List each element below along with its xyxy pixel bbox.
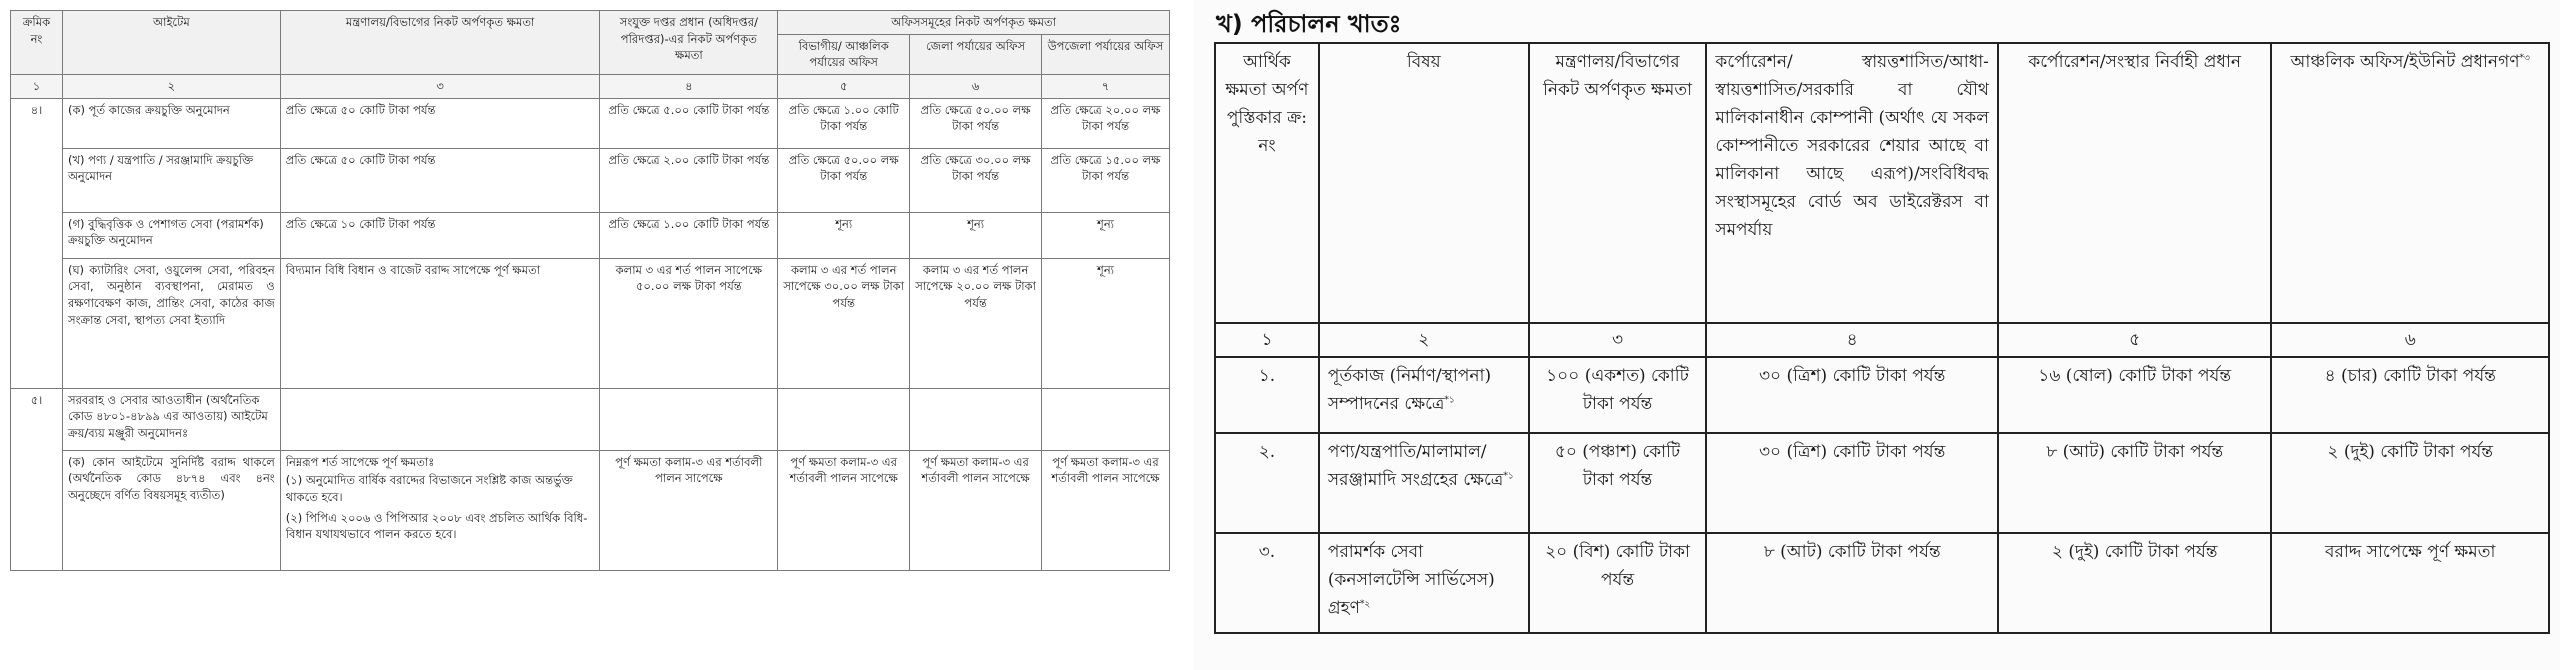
ministry-header: মন্ত্রণালয়/বিভাগের নিকট অর্পণকৃত ক্ষমতা bbox=[280, 11, 600, 75]
row-divisional: প্রতি ক্ষেত্রে ১.০০ কোটি টাকা পর্যন্ত bbox=[778, 98, 910, 148]
row-regional: বরাদ্দ সাপেক্ষে পূর্ণ ক্ষমতা bbox=[2271, 533, 2549, 633]
attached-office-header: সংযুক্ত দপ্তর প্রধান (অধিদপ্তর/পরিদপ্তর)-এর নিকট অর্পণকৃত ক্ষমতা bbox=[600, 11, 778, 75]
row-ministry: ১০০ (একশত) কোটি টাকা পর্যন্ত bbox=[1529, 357, 1707, 433]
row-divisional: প্রতি ক্ষেত্রে ৫০.০০ লক্ষ টাকা পর্যন্ত bbox=[778, 148, 910, 212]
row-ministry: ৫০ (পঞ্চাশ) কোটি টাকা পর্যন্ত bbox=[1529, 433, 1707, 533]
row-subject bbox=[1319, 533, 1529, 633]
row-attached: প্রতি ক্ষেত্রে ২.০০ কোটি টাকা পর্যন্ত bbox=[600, 148, 778, 212]
row-divisional: পূর্ণ ক্ষমতা কলাম-৩ এর শর্তাবলী পালন সাপেক্ষে bbox=[778, 450, 910, 570]
table-row bbox=[11, 148, 1170, 212]
right-document-panel bbox=[1194, 0, 2560, 670]
row-executive: ১৬ (ষোল) কোটি টাকা পর্যন্ত bbox=[1998, 357, 2272, 433]
row-board: ৮ (আট) কোটি টাকা পর্যন্ত bbox=[1706, 533, 1998, 633]
delegation-table-left bbox=[10, 10, 1170, 571]
row-executive: ২ (দুই) কোটি টাকা পর্যন্ত bbox=[1998, 533, 2272, 633]
row-upazila: প্রতি ক্ষেত্রে ১৫.০০ লক্ষ টাকা পর্যন্ত bbox=[1042, 148, 1170, 212]
row-attached: পূর্ণ ক্ষমতা কলাম-৩ এর শর্তাবলী পালন সাপেক্ষে bbox=[600, 450, 778, 570]
row-item: সরবরাহ ও সেবার আওতাধীন (অর্থনৈতিক কোড ৪৮০১-৪৮৯৯ এর আওতায়) আইটেম ক্রয়/ব্যয় মঞ্জুরী অনুমোদনঃ bbox=[62, 388, 280, 450]
ministry-conditions-intro: নিম্নরূপ শর্ত সাপেক্ষে পূর্ণ ক্ষমতাঃ bbox=[285, 454, 435, 469]
col-index: ১ bbox=[11, 75, 63, 99]
row-subject bbox=[1319, 357, 1529, 433]
row-board: ৩০ (ত্রিশ) কোটি টাকা পর্যন্ত bbox=[1706, 357, 1998, 433]
row-executive: ৮ (আট) কোটি টাকা পর্যন্ত bbox=[1998, 433, 2272, 533]
serial-header: ক্রমিক নং bbox=[11, 11, 63, 75]
row-ministry: প্রতি ক্ষেত্রে ৫০ কোটি টাকা পর্যন্ত bbox=[280, 148, 600, 212]
row-divisional: কলাম ৩ এর শর্ত পালন সাপেক্ষে ৩০.০০ লক্ষ টাকা পর্যন্ত bbox=[778, 258, 910, 388]
row-attached: প্রতি ক্ষেত্রে ৫.০০ কোটি টাকা পর্যন্ত bbox=[600, 98, 778, 148]
row-item: (খ) পণ্য / যন্ত্রপাতি / সরঞ্জামাদি ক্রয়চুক্তি অনুমোদন bbox=[62, 148, 280, 212]
col-index: ৫ bbox=[778, 75, 910, 99]
row-ministry bbox=[280, 450, 600, 570]
offices-group-header: অফিসসমূহের নিকট অর্পণকৃত ক্ষমতা bbox=[778, 11, 1170, 35]
row-divisional: শূন্য bbox=[778, 212, 910, 258]
row-district bbox=[910, 388, 1042, 450]
row-number: ২. bbox=[1215, 433, 1319, 533]
row-district: পূর্ণ ক্ষমতা কলাম-৩ এর শর্তাবলী পালন সাপেক্ষে bbox=[910, 450, 1042, 570]
footnote-marker: *১ bbox=[1503, 471, 1514, 482]
row-item: (গ) বুদ্ধিবৃত্তিক ও পেশাগত সেবা (পরামর্শক) ক্রয়চুক্তি অনুমোদন bbox=[62, 212, 280, 258]
board-header: কর্পোরেশন/ স্বায়ত্তশাসিত/আধা-স্বায়ত্তশাসিত/সরকারি বা যৌথ মালিকানাধীন কোম্পানী (অর্থাৎ যে সকল কোম্পানীতে সরকারের শেয়ার আছে বা মালিকানা আছে এরূপ)/সংবিধিবদ্ধ সংস্থাসমূহের বোর্ড অব ডাইরেক্টরস বা সমপর্যায় bbox=[1706, 43, 1998, 323]
row-subject bbox=[1319, 433, 1529, 533]
regional-header bbox=[2271, 43, 2549, 323]
row-upazila: প্রতি ক্ষেত্রে ২০.০০ লক্ষ টাকা পর্যন্ত bbox=[1042, 98, 1170, 148]
footnote-marker: *৩ bbox=[2519, 53, 2530, 64]
row-upazila: শূন্য bbox=[1042, 258, 1170, 388]
subject-text: পরামর্শক সেবা (কনসালটেন্সি সার্ভিসেস) গ্রহণ bbox=[1327, 542, 1495, 619]
row-serial: ৪। bbox=[11, 98, 63, 388]
table-row bbox=[11, 212, 1170, 258]
row-ministry: প্রতি ক্ষেত্রে ৫০ কোটি টাকা পর্যন্ত bbox=[280, 98, 600, 148]
row-district: প্রতি ক্ষেত্রে ৩০.০০ লক্ষ টাকা পর্যন্ত bbox=[910, 148, 1042, 212]
col-index: ৭ bbox=[1042, 75, 1170, 99]
row-item: (ঘ) ক্যাটারিং সেবা, ওয়ুলেন্স সেবা, পরিবহন সেবা, অনুষ্ঠান ব্যবস্থাপনা, মেরামত ও রক্ষণাবেক্ষণ কাজ, প্রান্তিং সেবা, কাঠের কাজ সংক্রান্ত সেবা, স্থাপত্য সেবা ইত্যাদি bbox=[62, 258, 280, 388]
table-row bbox=[11, 388, 1170, 450]
row-district: প্রতি ক্ষেত্রে ৫০.০০ লক্ষ টাকা পর্যন্ত bbox=[910, 98, 1042, 148]
condition-item: (১) অনুমোদিত বার্ষিক বরাদ্দের বিভাজনে সংশ্লিষ্ট কাজ অন্তর্ভুক্ত থাকতে হবে। bbox=[285, 473, 573, 505]
table-row bbox=[11, 98, 1170, 148]
divisional-header: বিভাগীয়/ আঞ্চলিক পর্যায়ের অফিস bbox=[778, 34, 910, 74]
col-index: ৪ bbox=[1706, 323, 1998, 357]
row-item: (ক) পূর্ত কাজের ক্রয়চুক্তি অনুমোদন bbox=[62, 98, 280, 148]
table-row bbox=[11, 258, 1170, 388]
col-index: ৩ bbox=[280, 75, 600, 99]
row-item: (ক) কোন আইটেমে সুনির্দিষ্ট বরাদ্দ থাকলে (অর্থনৈতিক কোড ৪৮৭৪ এবং ৪নং অনুচ্ছেদে বর্ণিত বিষয়সমূহ ব্যতীত) bbox=[62, 450, 280, 570]
row-ministry: বিদ্যমান বিধি বিধান ও বাজেট বরাদ্দ সাপেক্ষে পূর্ণ ক্ষমতা bbox=[280, 258, 600, 388]
subject-text: পণ্য/যন্ত্রপাতি/মালামাল/ সরঞ্জামাদি সংগ্রহের ক্ষেত্রে bbox=[1327, 442, 1504, 491]
row-ministry: প্রতি ক্ষেত্রে ১০ কোটি টাকা পর্যন্ত bbox=[280, 212, 600, 258]
operating-sector-table bbox=[1214, 42, 2550, 634]
row-board: ৩০ (ত্রিশ) কোটি টাকা পর্যন্ত bbox=[1706, 433, 1998, 533]
row-attached: প্রতি ক্ষেত্রে ১.০০ কোটি টাকা পর্যন্ত bbox=[600, 212, 778, 258]
ministry-header: মন্ত্রণালয়/বিভাগের নিকট অর্পণকৃত ক্ষমতা bbox=[1529, 43, 1707, 323]
row-upazila: শূন্য bbox=[1042, 212, 1170, 258]
table-row bbox=[1215, 433, 2549, 533]
section-title: খ) পরিচালন খাতঃ bbox=[1216, 10, 1402, 38]
col-index: ২ bbox=[62, 75, 280, 99]
footnote-marker: *২ bbox=[1359, 599, 1371, 610]
serial-header: আর্থিক ক্ষমতা অর্পণ পুস্তিকার ক্র: নং bbox=[1215, 43, 1319, 323]
executive-header: কর্পোরেশন/সংস্থার নির্বাহী প্রধান bbox=[1998, 43, 2272, 323]
regional-header-label: আঞ্চলিক অফিস/ইউনিট প্রধানগণ bbox=[2290, 52, 2520, 72]
row-district: শূন্য bbox=[910, 212, 1042, 258]
row-upazila: পূর্ণ ক্ষমতা কলাম-৩ এর শর্তাবলী পালন সাপেক্ষে bbox=[1042, 450, 1170, 570]
header-row bbox=[1215, 43, 2549, 323]
row-regional: ৪ (চার) কোটি টাকা পর্যন্ত bbox=[2271, 357, 2549, 433]
panel-divider bbox=[1180, 0, 1194, 670]
col-index: ৪ bbox=[600, 75, 778, 99]
row-ministry: ২০ (বিশ) কোটি টাকা পর্যন্ত bbox=[1529, 533, 1707, 633]
row-upazila bbox=[1042, 388, 1170, 450]
left-document-panel bbox=[0, 0, 1180, 670]
col-index: ৫ bbox=[1998, 323, 2272, 357]
row-divisional bbox=[778, 388, 910, 450]
ministry-conditions-list bbox=[286, 472, 595, 543]
column-index-row bbox=[11, 75, 1170, 99]
item-header: আইটেম bbox=[62, 11, 280, 75]
row-number: ৩. bbox=[1215, 533, 1319, 633]
row-regional: ২ (দুই) কোটি টাকা পর্যন্ত bbox=[2271, 433, 2549, 533]
row-serial: ৫। bbox=[11, 388, 63, 570]
col-index: ৩ bbox=[1529, 323, 1707, 357]
condition-item: (২) পিপিএ ২০০৬ ও পিপিআর ২০০৮ এবং প্রচলিত আর্থিক বিধি-বিধান যথাযথভাবে পালন করতে হবে। bbox=[285, 510, 588, 542]
col-index: ৬ bbox=[910, 75, 1042, 99]
col-index: ১ bbox=[1215, 323, 1319, 357]
column-index-row bbox=[1215, 323, 2549, 357]
row-number: ১. bbox=[1215, 357, 1319, 433]
header-row bbox=[11, 11, 1170, 35]
upazila-header: উপজেলা পর্যায়ের অফিস bbox=[1042, 34, 1170, 74]
col-index: ২ bbox=[1319, 323, 1529, 357]
footnote-marker: *১ bbox=[1444, 395, 1455, 406]
district-header: জেলা পর্যায়ের অফিস bbox=[910, 34, 1042, 74]
row-ministry bbox=[280, 388, 600, 450]
row-attached: কলাম ৩ এর শর্ত পালন সাপেক্ষে ৫০.০০ লক্ষ টাকা পর্যন্ত bbox=[600, 258, 778, 388]
row-attached bbox=[600, 388, 778, 450]
table-row bbox=[1215, 533, 2549, 633]
subject-header: বিষয় bbox=[1319, 43, 1529, 323]
col-index: ৬ bbox=[2271, 323, 2549, 357]
table-row bbox=[1215, 357, 2549, 433]
row-district: কলাম ৩ এর শর্ত পালন সাপেক্ষে ২০.০০ লক্ষ টাকা পর্যন্ত bbox=[910, 258, 1042, 388]
subject-text: পূর্তকাজ (নির্মাণ/স্থাপনা) সম্পাদনের ক্ষেত্রে bbox=[1327, 366, 1492, 415]
table-row bbox=[11, 450, 1170, 570]
